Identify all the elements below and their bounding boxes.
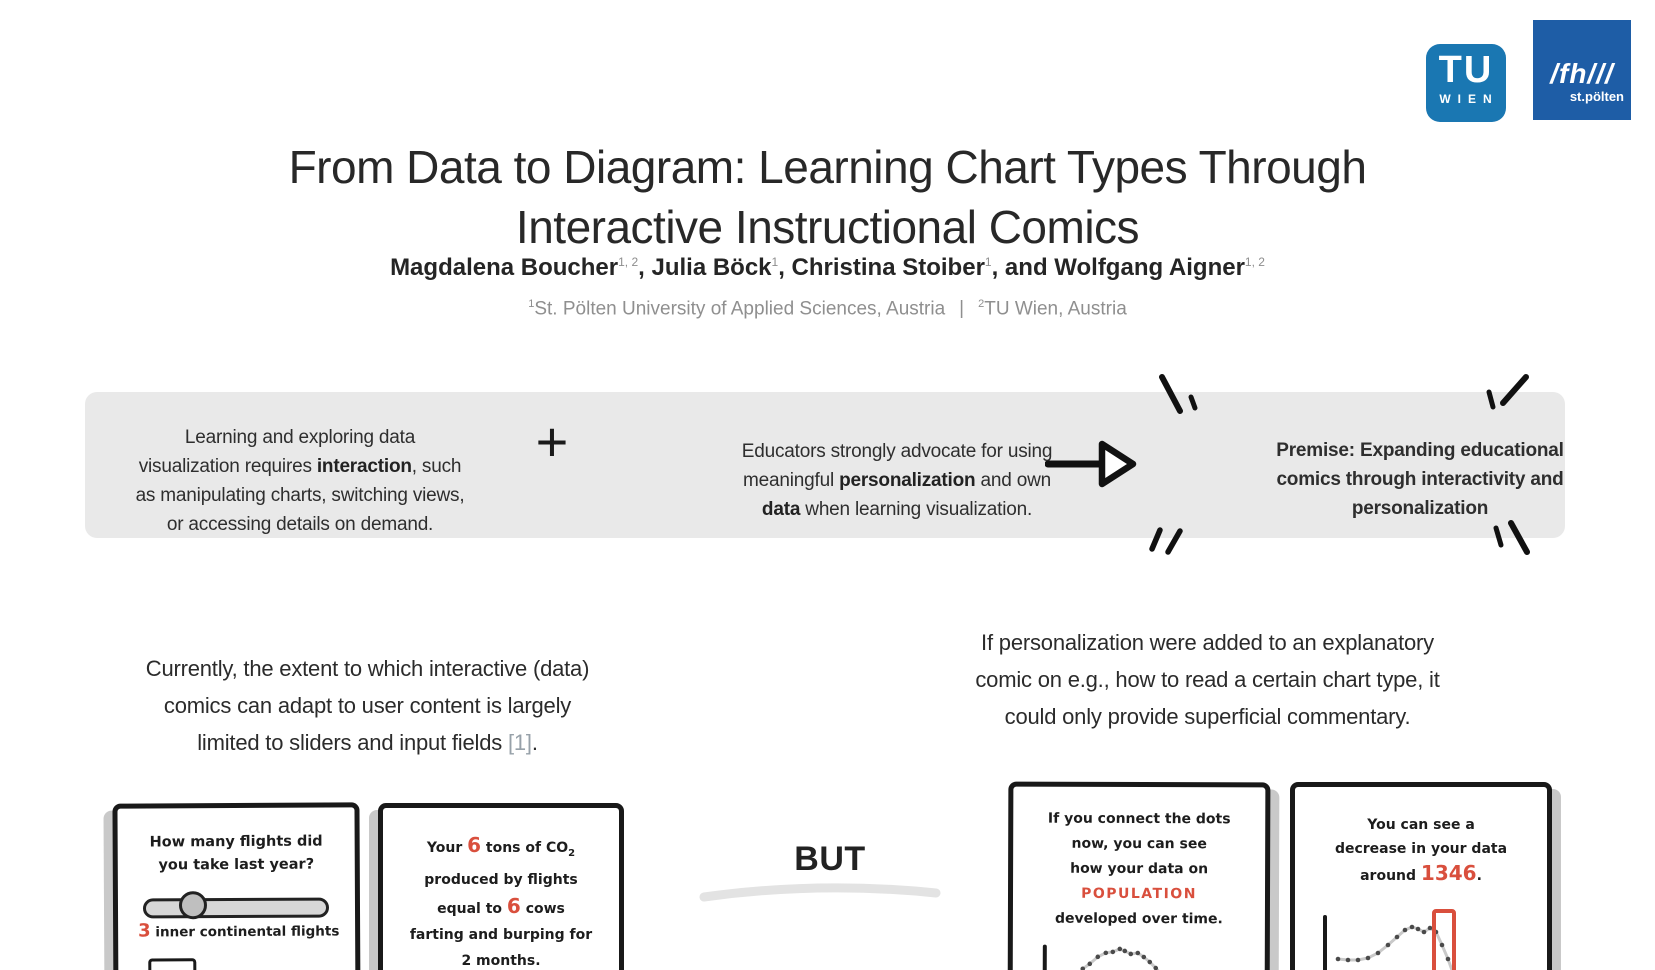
premise-statement-interaction: Learning and exploring data visualization requires interaction, such as manipulating charts, switching views, or accessing details on demand. <box>135 427 465 535</box>
comic-panel-population <box>1008 782 1271 970</box>
emphasis-strokes-icon <box>1140 355 1540 565</box>
title-line-2: Interactive Instructional Comics <box>515 200 1140 253</box>
authors-line: Magdalena Boucher$^{1, 2}$, Julia Böck$^1$, Christina Stoiber$^1$, and Wolfgang Aigner$^{1, 2}$ <box>390 254 1265 281</box>
fh-stpoelten-logo <box>1533 20 1631 120</box>
title-line-1: From Data to Diagram: Learning Chart Types Through <box>288 140 1367 193</box>
plus-icon: + <box>535 410 569 473</box>
tu-wien-logo-abbr: TU <box>1438 49 1494 91</box>
panel4-text: You can see a decrease in your data around 1346. <box>1334 817 1508 885</box>
panel1-question: How many flights did you take last year? <box>149 833 323 874</box>
panel1-answer: 3 inner continental flights <box>138 920 340 942</box>
panel2-text: Your 6 tons of $CO_2$ produced by flights equal to 6 cows farting and burping for 2 months. <box>409 833 593 969</box>
comic-panel-decrease-1346 <box>1290 782 1552 970</box>
comic-panel-flights-question <box>112 802 360 970</box>
panel3-line-chart <box>1031 939 1241 970</box>
panel1-input-box <box>148 958 196 970</box>
arrow-right-icon <box>1045 440 1137 488</box>
right-intro-paragraph: If personalization were added to an explanatory comic on e.g., how to read a certain chart type, it could only provide superficial commentary. <box>975 630 1440 729</box>
left-intro-paragraph: Currently, the extent to which interactive (data) comics can adapt to user content is largely limited to sliders and input fields [1]. <box>145 656 590 755</box>
but-divider-label: BUT <box>794 840 866 878</box>
tu-wien-logo-city: WIEN <box>1439 92 1499 106</box>
comic-panel-co2-cows <box>378 803 624 970</box>
slider-track <box>143 898 329 919</box>
underline-swoosh-icon <box>698 878 942 904</box>
highlight-rect <box>1434 911 1454 970</box>
panel4-line-chart <box>1313 909 1533 970</box>
premise-conclusion: Premise: Expanding educational comics through interactivity and personalization <box>1276 440 1564 519</box>
fh-logo-mark: /fh/// <box>1550 58 1614 89</box>
slider-handle <box>179 891 207 919</box>
tu-wien-logo <box>1426 44 1506 122</box>
citation-ref-1[interactable]: [1] <box>507 730 532 755</box>
premise-statement-personalization: Educators strongly advocate for using meaningful personalization and own data when learning visualization. <box>741 441 1053 520</box>
fh-logo-name: st.pölten <box>1569 89 1624 104</box>
affiliations-line: $^1$St. Pölten University of Applied Sciences, Austria | $^2$TU Wien, Austria <box>528 298 1127 320</box>
page-title <box>0 137 1655 257</box>
panel3-text: If you connect the dots now, you can see how your data on POPULATION developed over time. <box>1047 810 1231 928</box>
